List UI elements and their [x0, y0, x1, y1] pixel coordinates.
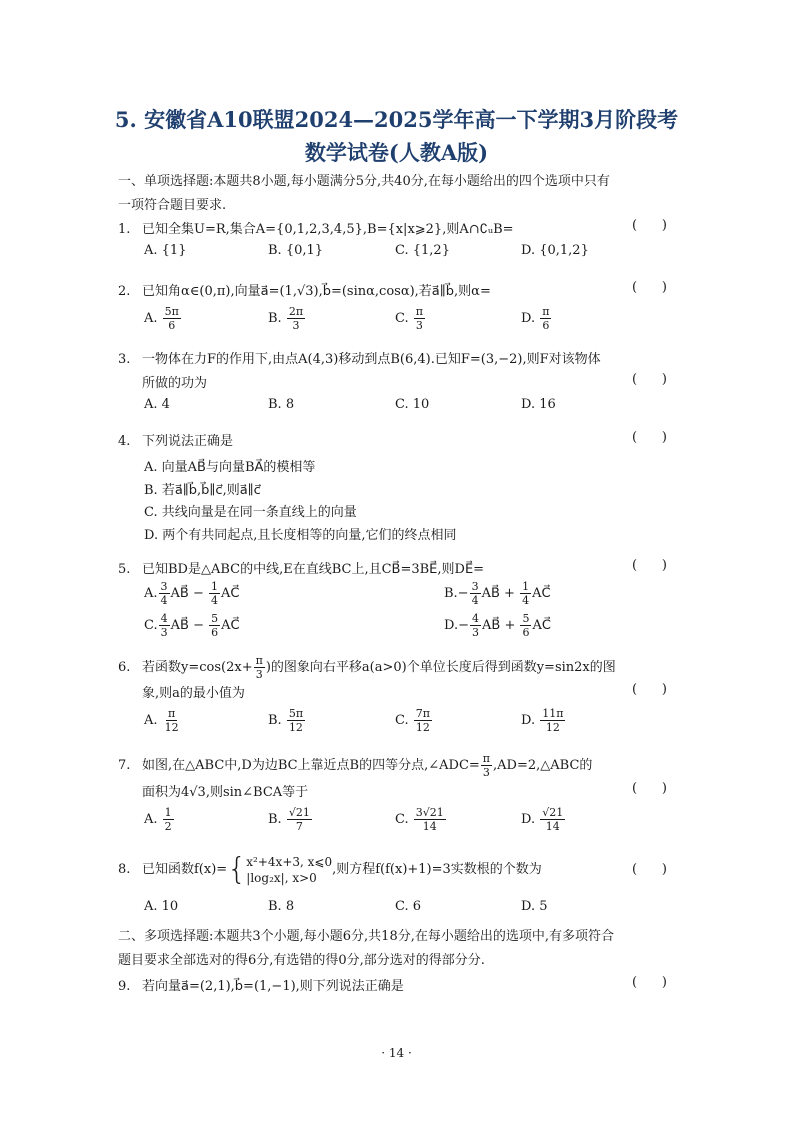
question-text: 已知角α∈(0,π),向量a⃗=(1,√3),b⃗=(sinα,cosα),若a⃗∥b⃗,则α= [142, 284, 491, 299]
option-b: B. $\frac{2\pi}{3}$ [268, 305, 304, 332]
option-c: C. {1,2} [395, 243, 450, 258]
question-2 [118, 280, 491, 299]
option-d: D. 16 [521, 397, 556, 412]
option-b: B.− $\frac{3}{4}$ AB⃗ + $\frac{1}{4}$ AC⃗ [444, 580, 551, 607]
section1-intro-line1: 一、单项选择题:本题共8小题,每小题满分5分,共40分,在每小题给出的四个选项中只有 [118, 174, 610, 189]
option-b: B. 8 [268, 397, 295, 412]
question-number: 5. [118, 562, 131, 577]
question-number: 7. [118, 758, 131, 773]
question-text-line2: 所做的功为 [142, 376, 208, 391]
option-d: D. 两个有共同起点,且长度相等的向量,它们的终点相同 [144, 528, 457, 543]
page-subtitle: 数学试卷(人教A版) [304, 140, 489, 165]
fraction: $\frac{2\pi}{3}$ [288, 305, 304, 332]
answer-paren: ( ) [632, 218, 667, 233]
page-title: 5. 安徽省A10联盟2024—2025学年高一下学期3月阶段考 [114, 107, 679, 132]
option-d: D. {0,1,2} [521, 243, 589, 258]
piecewise-cases: x²+4x+3, x⩽0 |log₂x|, x>0 [246, 854, 333, 885]
option-a: A. 向量AB⃗与向量BA⃗的模相等 [144, 460, 316, 475]
answer-paren: ( ) [632, 372, 667, 387]
question-number: 8. [118, 862, 131, 877]
option-a: A. $\frac{5\pi}{6}$ [144, 305, 179, 332]
option-c: C. 10 [395, 397, 430, 412]
section2-intro-line2: 题目要求全部选对的得6分,有选错的得0分,部分选对的得部分分. [118, 953, 485, 968]
question-number: 9. [118, 979, 131, 994]
question-text: 已知BD是△ABC的中线,E在直线BC上,且CB⃗=3BE⃗,则DE⃗= [142, 562, 485, 577]
option-c: C. 6 [395, 899, 422, 914]
option-a: A. $\frac{1}{2}$ [144, 806, 172, 833]
fraction: $\frac{\pi}{6}$ [542, 305, 550, 332]
option-c: C. 共线向量是在同一条直线上的向量 [144, 505, 357, 520]
brace: { [227, 852, 247, 887]
option-c: C. $\frac{\pi}{3}$ [395, 305, 423, 332]
option-c: C. $\frac{3√21}{14}$ [395, 806, 444, 833]
question-number: 3. [118, 352, 131, 367]
fraction: $\frac{\pi}{3}$ [255, 654, 263, 681]
page-number: · 14 · [381, 1046, 412, 1060]
option-c: C. $\frac{7\pi}{12}$ [395, 707, 430, 734]
question-6: 6. 若函数y=cos(2x+ $\frac{\pi}{3}$ )的图象向右平移a(a>0)个单位长度后得到函数y=sin2x的图 [118, 654, 616, 681]
section2-intro-line1: 二、多项选择题:本题共3个小题,每小题6分,共18分,在每小题给出的选项中,有多项符合 [118, 929, 614, 944]
option-a: A. 10 [144, 899, 179, 914]
question-text: 若向量a⃗=(2,1),b⃗=(1,−1),则下列说法正确是 [142, 979, 404, 994]
option-b: B. 若a⃗∥b⃗,b⃗∥c⃗,则a⃗∥c⃗ [144, 483, 261, 498]
section1-intro-line2: 一项符合题目要求. [118, 198, 227, 213]
option-b: B. $\frac{√21}{7}$ [268, 806, 310, 833]
question-9 [118, 975, 404, 994]
option-d: D.− $\frac{4}{3}$ AB⃗ + $\frac{5}{6}$ AC⃗ [444, 612, 551, 639]
fraction: $\frac{5\pi}{6}$ [164, 305, 179, 332]
question-number: 6. [118, 660, 131, 675]
option-b: B. $\frac{5\pi}{12}$ [268, 707, 304, 734]
answer-paren: ( ) [632, 975, 667, 990]
option-c: C. $\frac{4}{3}$ AB⃗ − $\frac{5}{6}$ AC⃗ [144, 612, 240, 639]
answer-paren: ( ) [632, 781, 667, 796]
question-text: 已知全集U=R,集合A={0,1,2,3,4,5},B={x|x⩾2},则A∩∁ᵤB= [142, 222, 514, 237]
option-d: D. $\frac{√21}{14}$ [521, 806, 564, 833]
question-text-line2: 象,则a的最小值为 [142, 686, 245, 701]
answer-paren: ( ) [632, 430, 667, 445]
option-a: A. {1} [144, 243, 187, 258]
option-d: D. 5 [521, 899, 548, 914]
option-a: A. $\frac{3}{4}$ AB⃗ − $\frac{1}{4}$ AC⃗ [144, 580, 240, 607]
option-d: D. $\frac{\pi}{6}$ [521, 305, 550, 332]
option-b: B. {0,1} [268, 243, 324, 258]
question-text: 一物体在力F的作用下,由点A(4,3)移动到点B(6,4).已知F=(3,−2),则F对该物体 [142, 352, 601, 367]
question-text-line2: 面积为4√3,则sin∠BCA等于 [142, 785, 309, 800]
question-5 [118, 558, 484, 577]
option-a: A. 4 [144, 397, 170, 412]
question-number: 2. [118, 284, 131, 299]
question-8: 8. 已知函数f(x)={ x²+4x+3, x⩽0 |log₂x|, x>0 ,则方程f(f(x)+1)=3实数根的个数为 [118, 852, 542, 887]
fraction: $\frac{\pi}{3}$ [482, 752, 491, 779]
option-d: D. $\frac{11\pi}{12}$ [521, 707, 564, 734]
question-4 [118, 430, 233, 449]
answer-paren: ( ) [632, 862, 667, 877]
answer-paren: ( ) [632, 682, 667, 697]
option-b: B. 8 [268, 899, 295, 914]
question-1 [118, 218, 514, 237]
question-7: 7. 如图,在△ABC中,D为边BC上靠近点B的四等分点,∠ADC= $\frac{\pi}{3}$ ,AD=2,△ABC的 [118, 752, 593, 779]
answer-paren: ( ) [632, 280, 667, 295]
answer-paren: ( ) [632, 558, 667, 573]
question-3 [118, 348, 601, 367]
question-text: 下列说法正确是 [142, 434, 234, 449]
fraction: $\frac{\pi}{3}$ [415, 305, 423, 332]
question-number: 1. [118, 222, 131, 237]
option-a: A. $\frac{\pi}{12}$ [144, 707, 179, 734]
question-number: 4. [118, 434, 131, 449]
